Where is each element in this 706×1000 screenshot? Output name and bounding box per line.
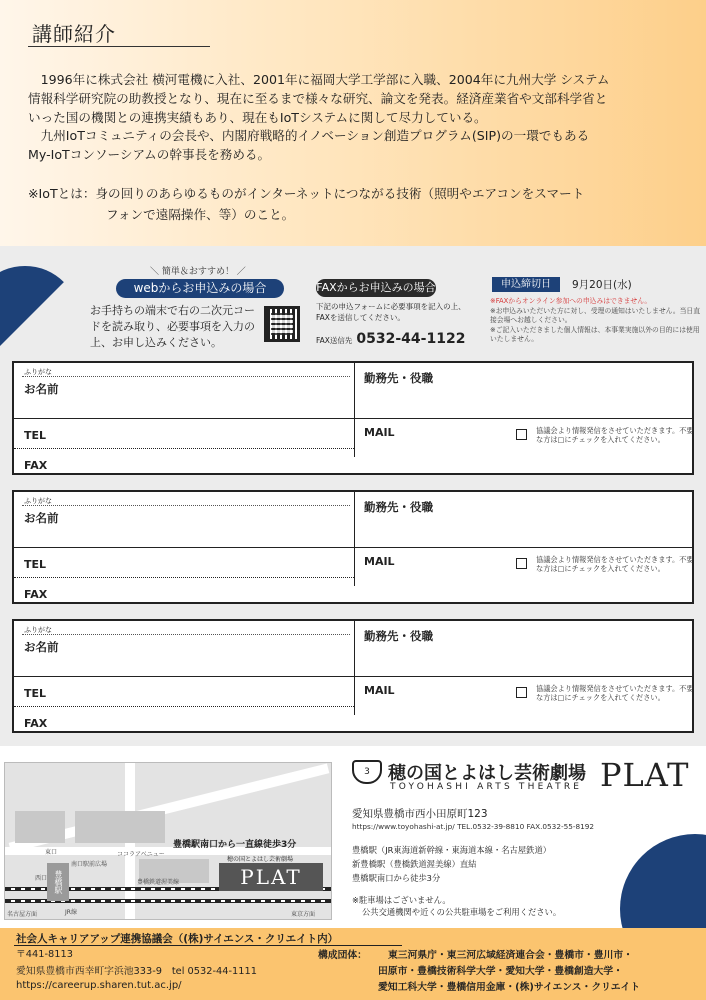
entry-form-1 xyxy=(12,361,694,475)
iot-note-line-2: フォンで遠隔操作、等）のこと。 xyxy=(106,207,295,222)
theatre-logo-icon: 3 xyxy=(352,760,382,784)
iot-note-line-1: ※IoTとは：身の回りのあらゆるものがインターネットにつながる技術（照明やエアコンをスマート xyxy=(28,186,585,201)
web-apply-text: お手持ちの端末で右の二次元コードを読み取り、必要事項を入力の上、お申し込みください。 xyxy=(90,304,255,349)
warning-red: ※FAXからオンライン参加への申込みはできません。 xyxy=(490,297,652,305)
warning-notes xyxy=(490,297,702,345)
entry-form-2 xyxy=(12,490,694,604)
consent-text: 協議会より情報発信をさせていただきます。不要な方は□にチェックを入れてください。 xyxy=(536,555,694,573)
opt-out-checkbox[interactable] xyxy=(516,558,527,569)
map-label: JR線 xyxy=(65,909,77,916)
map-label: 東京方面 xyxy=(291,911,316,918)
members-line: 愛知工科大学・豊橋信用金庫・(株)サイエンス・クリエイト xyxy=(378,982,641,993)
bio-paragraph-2 xyxy=(28,126,589,164)
bio-paragraph-1 xyxy=(28,70,609,127)
fax-number-value: 0532-44-1122 xyxy=(356,331,466,347)
org-url[interactable]: https://careerup.sharen.tut.ac.jp/ xyxy=(16,980,182,991)
venue-section xyxy=(0,746,706,928)
map-label: 南口駅前広場 xyxy=(71,861,108,868)
station-label: 豊橋駅 xyxy=(47,863,69,901)
bio-line: いった国の機関との連携実績もあり、現在もIoTシステムに関して尽力している。 xyxy=(28,110,487,125)
venue-name: 穂の国とよはし芸術劇場 xyxy=(388,763,586,784)
deadline-label: 申込締切日 xyxy=(492,277,560,292)
map-theatre-label: 穂の国とよはし芸術劇場 xyxy=(227,856,294,863)
warning-line: ※ご記入いただきました個人情報は、本事業実施以外の目的には使用いたしません。 xyxy=(490,325,700,343)
org-postal: 〒441-8113 xyxy=(16,949,73,960)
tel-field[interactable]: TEL xyxy=(24,429,47,442)
access-map xyxy=(4,762,332,920)
venue-name-en: TOYOHASHI ARTS THEATRE xyxy=(390,782,583,792)
members-line: 東三河県庁・東三河広域経済連合会・豊橋市・豊川市・ xyxy=(388,950,633,961)
workplace-field[interactable]: 勤務先・役職 xyxy=(364,629,433,643)
bio-line: 九州IoTコミュニティの会長や、内閣府戦略的イノベーション創造プログラム(SIP)の一環でもある xyxy=(28,128,590,143)
fax-apply-label: FAXからお申込みの場合 xyxy=(316,279,436,297)
bio-line: 情報科学研究院の助教授となり、現在に至るまで様々な研究、論文を発表。経済産業省や文部科学省と xyxy=(28,91,608,106)
opt-out-checkbox[interactable] xyxy=(516,429,527,440)
consent-text: 協議会より情報発信をさせていただきます。不要な方は□にチェックを入れてください。 xyxy=(536,426,694,444)
fax-number-label: FAX送信先 xyxy=(316,336,353,345)
map-label: 豊橋鉄道渥美線 xyxy=(137,879,180,886)
members-line: 田原市・豊橋技術科学大学・愛知大学・豊橋創造大学・ xyxy=(378,966,623,977)
org-name: 社会人キャリアアップ連携協議会（(株)サイエンス・クリエイト内） xyxy=(16,933,339,945)
org-address: 愛知県豊橋市西幸町字浜池333-9 tel 0532-44-1111 xyxy=(16,966,257,977)
instructor-section xyxy=(0,0,706,246)
furigana-label: ふりがな xyxy=(24,626,52,634)
fax-number xyxy=(316,331,465,347)
access-line: 豊橋駅南口から徒歩3分 xyxy=(352,873,441,883)
tel-field[interactable]: TEL xyxy=(24,558,47,571)
fax-field[interactable]: FAX xyxy=(24,459,48,472)
plat-logo: PLAT xyxy=(600,756,690,794)
access-line: 新豊橋駅（豊橋鉄道渥美線）直結 xyxy=(352,859,477,869)
walk-directions: 豊橋駅南口から一直線徒歩3分 xyxy=(173,840,297,850)
parking-note: 公共交通機関や近くの公共駐車場をご利用ください。 xyxy=(362,907,562,917)
warning-line: ※お申込みいただいた方に対し、受理の通知はいたしません。当日直接会場へお越しください。 xyxy=(490,306,701,324)
name-field[interactable]: お名前 xyxy=(24,382,59,396)
bio-line: My-IoTコンソーシアムの幹事長を務める。 xyxy=(28,147,271,162)
consent-text: 協議会より情報発信をさせていただきます。不要な方は□にチェックを入れてください。 xyxy=(536,684,694,702)
map-plat-label: PLAT xyxy=(219,863,323,891)
tel-field[interactable]: TEL xyxy=(24,687,47,700)
map-label: ココラアベニュー xyxy=(117,851,165,858)
bio-line: 1996年に株式会社 横河電機に入社、2001年に福岡大学工学部に入職、2004年に九州大学 システム xyxy=(28,72,610,87)
furigana-label: ふりがな xyxy=(24,497,52,505)
opt-out-checkbox[interactable] xyxy=(516,687,527,698)
parking-note: ※駐車場はございません。 xyxy=(352,895,451,905)
deadline-date: 9月20日(水) xyxy=(572,279,632,291)
fax-field[interactable]: FAX xyxy=(24,588,48,601)
fax-field[interactable]: FAX xyxy=(24,717,48,730)
name-field[interactable]: お名前 xyxy=(24,640,59,654)
map-label: 名古屋方面 xyxy=(7,911,38,918)
fax-apply-text: 下記の申込フォームに必要事項を記入の上、FAXを送信してください。 xyxy=(316,302,466,322)
venue-address: 愛知県豊橋市西小田原町123 xyxy=(352,808,488,820)
web-apply-label: webからお申込みの場合 xyxy=(116,279,284,298)
workplace-field[interactable]: 勤務先・役職 xyxy=(364,500,433,514)
map-label: 東口 xyxy=(45,849,58,856)
access-line: 豊橋駅（JR東海道新幹線・東海道本線・名古屋鉄道） xyxy=(352,845,552,855)
entry-form-3 xyxy=(12,619,694,733)
members-label: 構成団体： xyxy=(318,950,367,961)
mail-field[interactable]: MAIL xyxy=(364,684,395,697)
furigana-label: ふりがな xyxy=(24,368,52,376)
name-field[interactable]: お名前 xyxy=(24,511,59,525)
workplace-field[interactable]: 勤務先・役職 xyxy=(364,371,433,385)
title-underline xyxy=(28,46,210,47)
qr-code-icon[interactable] xyxy=(264,306,300,342)
venue-url[interactable]: https://www.toyohashi-at.jp/ TEL.0532-39-8810 FAX.0532-55-8192 xyxy=(352,822,595,831)
footer xyxy=(0,928,706,1000)
mail-field[interactable]: MAIL xyxy=(364,426,395,439)
mail-field[interactable]: MAIL xyxy=(364,555,395,568)
section-title: 講師紹介 xyxy=(32,22,116,46)
easy-tag: ＼ 簡単＆おすすめ！ ／ xyxy=(150,267,246,277)
map-label: 西口 xyxy=(35,875,48,882)
